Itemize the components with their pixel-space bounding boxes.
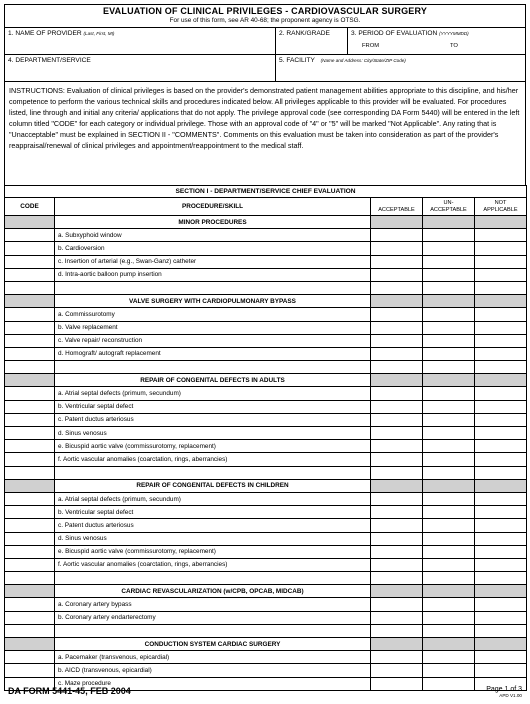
acceptable-cell[interactable] bbox=[371, 453, 423, 466]
procedure-name: c. Valve repair/ reconstruction bbox=[55, 334, 371, 347]
procedure-row bbox=[5, 427, 527, 440]
acceptable-column-header: ACCEPTABLE bbox=[371, 198, 423, 216]
unacceptable-cell[interactable] bbox=[423, 334, 475, 347]
procedure-name: c. Maze procedure bbox=[55, 677, 371, 690]
not-applicable-cell[interactable] bbox=[475, 664, 527, 677]
form-title: EVALUATION OF CLINICAL PRIVILEGES - CARDIOVASCULAR SURGERY bbox=[102, 6, 428, 16]
unacceptable-cell[interactable] bbox=[423, 400, 475, 413]
procedure-blank bbox=[55, 466, 371, 479]
page-number bbox=[486, 686, 522, 698]
procedure-name: e. Bicuspid aortic valve (commissurotomy, replacement) bbox=[55, 545, 371, 558]
acceptable-cell[interactable] bbox=[371, 387, 423, 400]
provider-name-label: 1. NAME OF PROVIDER bbox=[8, 30, 82, 37]
acceptable-cell[interactable] bbox=[371, 308, 423, 321]
unacceptable-cell[interactable] bbox=[423, 651, 475, 664]
acceptable-cell[interactable] bbox=[371, 295, 423, 308]
not-applicable-cell[interactable] bbox=[475, 400, 527, 413]
rank-grade-label: 2. RANK/GRADE bbox=[279, 30, 330, 37]
category-header-row bbox=[5, 295, 527, 308]
not-applicable-column-header bbox=[475, 198, 527, 216]
procedure-name: e. Bicuspid aortic valve (commissurotomy, replacement) bbox=[55, 440, 371, 453]
procedure-row bbox=[5, 506, 527, 519]
blank-row bbox=[5, 466, 527, 479]
unacceptable-cell[interactable] bbox=[423, 479, 475, 492]
procedure-name: b. Cardioversion bbox=[55, 242, 371, 255]
acceptable-cell[interactable] bbox=[371, 664, 423, 677]
acceptable-cell[interactable] bbox=[371, 585, 423, 598]
code-cell[interactable] bbox=[5, 453, 55, 466]
code-cell[interactable] bbox=[5, 268, 55, 281]
code-cell[interactable] bbox=[5, 440, 55, 453]
not-applicable-cell[interactable] bbox=[475, 440, 527, 453]
evaluation-period-hint: (YYYYMMDD) bbox=[439, 31, 469, 36]
code-cell[interactable] bbox=[5, 598, 55, 611]
provider-name-field[interactable] bbox=[5, 28, 276, 54]
acceptable-cell[interactable] bbox=[371, 479, 423, 492]
unacceptable-cell[interactable] bbox=[423, 506, 475, 519]
evaluation-period-label: 3. PERIOD OF EVALUATION bbox=[351, 30, 438, 37]
unacceptable-cell[interactable] bbox=[423, 361, 475, 374]
not-applicable-cell[interactable] bbox=[475, 427, 527, 440]
evaluation-table bbox=[4, 185, 527, 691]
category-code-cell[interactable] bbox=[5, 479, 55, 492]
acceptable-cell[interactable] bbox=[371, 255, 423, 268]
acceptable-cell[interactable] bbox=[371, 624, 423, 637]
unacceptable-cell[interactable] bbox=[423, 440, 475, 453]
code-cell[interactable] bbox=[5, 492, 55, 505]
acceptable-cell[interactable] bbox=[371, 413, 423, 426]
procedure-name: d. Homograft/ autograft replacement bbox=[55, 347, 371, 360]
procedure-name: a. Commissurotomy bbox=[55, 308, 371, 321]
not-applicable-header-line2: APPLICABLE bbox=[483, 206, 518, 213]
unacceptable-cell[interactable] bbox=[423, 347, 475, 360]
procedure-row bbox=[5, 400, 527, 413]
blank-row bbox=[5, 624, 527, 637]
code-column-header: CODE bbox=[5, 198, 55, 216]
category-header-row bbox=[5, 479, 527, 492]
acceptable-cell[interactable] bbox=[371, 334, 423, 347]
department-field[interactable] bbox=[5, 55, 276, 81]
category-title: MINOR PROCEDURES bbox=[55, 216, 371, 229]
code-cell[interactable] bbox=[5, 545, 55, 558]
procedure-row bbox=[5, 453, 527, 466]
code-cell[interactable] bbox=[5, 664, 55, 677]
code-cell[interactable] bbox=[5, 321, 55, 334]
unacceptable-cell[interactable] bbox=[423, 281, 475, 294]
acceptable-cell[interactable] bbox=[371, 347, 423, 360]
provider-name-hint: (Last, First, MI) bbox=[83, 31, 115, 36]
form-subtitle: For use of this form, see AR 40-68; the proponent agency is OTSG. bbox=[169, 17, 361, 24]
procedure-row bbox=[5, 321, 527, 334]
unacceptable-cell[interactable] bbox=[423, 519, 475, 532]
code-cell[interactable] bbox=[5, 308, 55, 321]
procedure-name: c. Insertion of arterial (e.g., Swan-Ganz) catheter bbox=[55, 255, 371, 268]
acceptable-cell[interactable] bbox=[371, 321, 423, 334]
procedure-blank bbox=[55, 281, 371, 294]
acceptable-cell[interactable] bbox=[371, 440, 423, 453]
blank-row bbox=[5, 572, 527, 585]
unacceptable-cell[interactable] bbox=[423, 321, 475, 334]
procedure-name: c. Patent ductus arteriosus bbox=[55, 413, 371, 426]
not-applicable-cell[interactable] bbox=[475, 492, 527, 505]
not-applicable-cell[interactable] bbox=[475, 216, 527, 229]
not-applicable-cell[interactable] bbox=[475, 361, 527, 374]
code-cell[interactable] bbox=[5, 506, 55, 519]
unacceptable-cell[interactable] bbox=[423, 572, 475, 585]
acceptable-cell[interactable] bbox=[371, 506, 423, 519]
form-page bbox=[4, 4, 526, 691]
code-cell[interactable] bbox=[5, 387, 55, 400]
category-title: CARDIAC REVASCULARIZATION (w/CPB, OPCAB, MIDCAB) bbox=[55, 585, 371, 598]
procedure-name: b. Coronary artery endarterectomy bbox=[55, 611, 371, 624]
procedure-row bbox=[5, 558, 527, 571]
acceptable-cell[interactable] bbox=[371, 545, 423, 558]
acceptable-cell[interactable] bbox=[371, 427, 423, 440]
form-id: DA FORM 5441-45, FEB 2004 bbox=[8, 686, 131, 696]
unacceptable-cell[interactable] bbox=[423, 308, 475, 321]
not-applicable-cell[interactable] bbox=[475, 624, 527, 637]
not-applicable-cell[interactable] bbox=[475, 506, 527, 519]
not-applicable-cell[interactable] bbox=[475, 242, 527, 255]
procedure-row bbox=[5, 651, 527, 664]
section-title-row bbox=[5, 186, 527, 198]
procedure-blank bbox=[55, 624, 371, 637]
acceptable-cell[interactable] bbox=[371, 361, 423, 374]
procedure-row bbox=[5, 532, 527, 545]
category-code-cell[interactable] bbox=[5, 638, 55, 651]
unacceptable-cell[interactable] bbox=[423, 242, 475, 255]
category-code-cell[interactable] bbox=[5, 295, 55, 308]
procedure-name: a. Pacemaker (transvenous, epicardial) bbox=[55, 651, 371, 664]
not-applicable-header-line1: NOT bbox=[494, 200, 507, 206]
procedure-row bbox=[5, 492, 527, 505]
not-applicable-cell[interactable] bbox=[475, 281, 527, 294]
unacceptable-cell[interactable] bbox=[423, 492, 475, 505]
acceptable-cell[interactable] bbox=[371, 281, 423, 294]
facility-label: 5. FACILITY bbox=[279, 57, 315, 64]
unacceptable-cell[interactable] bbox=[423, 638, 475, 651]
form-footer bbox=[4, 686, 526, 704]
unacceptable-cell[interactable] bbox=[423, 427, 475, 440]
procedure-row bbox=[5, 413, 527, 426]
not-applicable-cell[interactable] bbox=[475, 229, 527, 242]
code-cell[interactable] bbox=[5, 651, 55, 664]
facility-field[interactable] bbox=[276, 55, 525, 81]
procedure-row bbox=[5, 519, 527, 532]
unacceptable-header-line1: UN- bbox=[443, 200, 454, 206]
procedure-name: b. Valve replacement bbox=[55, 321, 371, 334]
code-cell[interactable] bbox=[5, 334, 55, 347]
code-cell[interactable] bbox=[5, 413, 55, 426]
procedure-row bbox=[5, 347, 527, 360]
department-label: 4. DEPARTMENT/SERVICE bbox=[8, 57, 91, 64]
code-cell[interactable] bbox=[5, 572, 55, 585]
category-header-row bbox=[5, 216, 527, 229]
not-applicable-cell[interactable] bbox=[475, 466, 527, 479]
code-cell[interactable] bbox=[5, 466, 55, 479]
department-facility-row bbox=[4, 54, 526, 81]
not-applicable-cell[interactable] bbox=[475, 558, 527, 571]
instructions-text: INSTRUCTIONS: Evaluation of clinical privileges is based on the provider's demonstrated patient management abilities appropriate to this discipline, and his/her competence to perform the various technical skills and procedures indicated below. All privileges applicable to this provider will be evaluated. For procedures listed, line through and initial any criteria/ applications that do not apply. The privilege approval code (see corresponding DA Form 5440) will be entered in the left column titled "CODE" for each category or individual privilege. Those with an approval code of "4" or "5" will be marked "Not Applicable". Any rating that is "Unacceptable" must be explained in SECTION II - "COMMENTS". Comments on this evaluation must be taken into consideration as part of the provider's reappraisal/renewal of clinical privileges and appointment/reappointment to the medical staff. bbox=[4, 81, 526, 177]
not-applicable-cell[interactable] bbox=[475, 295, 527, 308]
category-code-cell[interactable] bbox=[5, 374, 55, 387]
code-cell[interactable] bbox=[5, 519, 55, 532]
not-applicable-cell[interactable] bbox=[475, 347, 527, 360]
procedure-name: d. Sinus venosus bbox=[55, 532, 371, 545]
unacceptable-cell[interactable] bbox=[423, 532, 475, 545]
form-header bbox=[4, 4, 526, 27]
not-applicable-cell[interactable] bbox=[475, 545, 527, 558]
apd-version: APD V1.00 bbox=[499, 693, 522, 698]
code-cell[interactable] bbox=[5, 242, 55, 255]
unacceptable-cell[interactable] bbox=[423, 295, 475, 308]
period-from-label: FROM bbox=[362, 43, 380, 49]
procedure-row bbox=[5, 268, 527, 281]
blank-row bbox=[5, 361, 527, 374]
unacceptable-cell[interactable] bbox=[423, 545, 475, 558]
procedure-row bbox=[5, 229, 527, 242]
procedure-column-header: PROCEDURE/SKILL bbox=[55, 198, 371, 216]
procedure-name: d. Intra-aortic balloon pump insertion bbox=[55, 268, 371, 281]
acceptable-cell[interactable] bbox=[371, 651, 423, 664]
unacceptable-header-line2: ACCEPTABLE bbox=[430, 206, 467, 213]
acceptable-cell[interactable] bbox=[371, 466, 423, 479]
unacceptable-cell[interactable] bbox=[423, 374, 475, 387]
unacceptable-cell[interactable] bbox=[423, 558, 475, 571]
category-header-row bbox=[5, 374, 527, 387]
procedure-row bbox=[5, 334, 527, 347]
procedure-name: a. Subxyphoid window bbox=[55, 229, 371, 242]
code-cell[interactable] bbox=[5, 427, 55, 440]
unacceptable-cell[interactable] bbox=[423, 216, 475, 229]
unacceptable-cell[interactable] bbox=[423, 611, 475, 624]
procedure-row bbox=[5, 308, 527, 321]
procedure-name: d. Sinus venosus bbox=[55, 427, 371, 440]
procedure-name: a. Coronary artery bypass bbox=[55, 598, 371, 611]
acceptable-cell[interactable] bbox=[371, 374, 423, 387]
unacceptable-cell[interactable] bbox=[423, 255, 475, 268]
acceptable-cell[interactable] bbox=[371, 400, 423, 413]
category-code-cell[interactable] bbox=[5, 216, 55, 229]
code-cell[interactable] bbox=[5, 532, 55, 545]
category-title: REPAIR OF CONGENITAL DEFECTS IN ADULTS bbox=[55, 374, 371, 387]
page-number-text: Page 1 of 3 bbox=[486, 686, 522, 693]
not-applicable-cell[interactable] bbox=[475, 651, 527, 664]
code-cell[interactable] bbox=[5, 624, 55, 637]
acceptable-cell[interactable] bbox=[371, 638, 423, 651]
procedure-name: b. AICD (transvenous, epicardial) bbox=[55, 664, 371, 677]
unacceptable-column-header bbox=[423, 198, 475, 216]
category-title: REPAIR OF CONGENITAL DEFECTS IN CHILDREN bbox=[55, 479, 371, 492]
acceptable-cell[interactable] bbox=[371, 492, 423, 505]
code-cell[interactable] bbox=[5, 281, 55, 294]
acceptable-cell[interactable] bbox=[371, 558, 423, 571]
code-cell[interactable] bbox=[5, 347, 55, 360]
procedure-name: c. Patent ductus arteriosus bbox=[55, 519, 371, 532]
procedure-row bbox=[5, 242, 527, 255]
unacceptable-cell[interactable] bbox=[423, 624, 475, 637]
procedure-row bbox=[5, 387, 527, 400]
code-cell[interactable] bbox=[5, 361, 55, 374]
not-applicable-cell[interactable] bbox=[475, 611, 527, 624]
not-applicable-cell[interactable] bbox=[475, 479, 527, 492]
not-applicable-cell[interactable] bbox=[475, 334, 527, 347]
procedure-row bbox=[5, 598, 527, 611]
procedure-blank bbox=[55, 361, 371, 374]
code-cell[interactable] bbox=[5, 611, 55, 624]
procedure-name: f. Aortic vascular anomalies (coarctation, rings, aberrancies) bbox=[55, 453, 371, 466]
procedure-name: a. Atrial septal defects (primum, secundum) bbox=[55, 492, 371, 505]
procedure-row bbox=[5, 545, 527, 558]
not-applicable-cell[interactable] bbox=[475, 387, 527, 400]
procedure-name: b. Ventricular septal defect bbox=[55, 400, 371, 413]
acceptable-cell[interactable] bbox=[371, 572, 423, 585]
procedure-blank bbox=[55, 572, 371, 585]
evaluation-period-field[interactable] bbox=[348, 28, 525, 54]
identification-row bbox=[4, 27, 526, 54]
acceptable-cell[interactable] bbox=[371, 598, 423, 611]
category-header-row bbox=[5, 585, 527, 598]
acceptable-cell[interactable] bbox=[371, 519, 423, 532]
section-title: SECTION I - DEPARTMENT/SERVICE CHIEF EVALUATION bbox=[5, 186, 527, 198]
category-code-cell[interactable] bbox=[5, 585, 55, 598]
not-applicable-cell[interactable] bbox=[475, 413, 527, 426]
not-applicable-cell[interactable] bbox=[475, 638, 527, 651]
facility-hint: (Name and Address: City/State/ZIP Code) bbox=[320, 58, 406, 63]
code-cell[interactable] bbox=[5, 255, 55, 268]
period-to-label: TO bbox=[450, 43, 458, 49]
procedure-row bbox=[5, 440, 527, 453]
unacceptable-cell[interactable] bbox=[423, 229, 475, 242]
acceptable-cell[interactable] bbox=[371, 611, 423, 624]
category-header-row bbox=[5, 638, 527, 651]
acceptable-cell[interactable] bbox=[371, 532, 423, 545]
category-title: CONDUCTION SYSTEM CARDIAC SURGERY bbox=[55, 638, 371, 651]
procedure-name: f. Aortic vascular anomalies (coarctation, rings, aberrancies) bbox=[55, 558, 371, 571]
unacceptable-cell[interactable] bbox=[423, 413, 475, 426]
not-applicable-cell[interactable] bbox=[475, 308, 527, 321]
acceptable-cell[interactable] bbox=[371, 216, 423, 229]
not-applicable-cell[interactable] bbox=[475, 572, 527, 585]
unacceptable-cell[interactable] bbox=[423, 664, 475, 677]
spacer bbox=[4, 177, 526, 185]
not-applicable-cell[interactable] bbox=[475, 268, 527, 281]
not-applicable-cell[interactable] bbox=[475, 321, 527, 334]
acceptable-cell[interactable] bbox=[371, 242, 423, 255]
acceptable-cell[interactable] bbox=[371, 229, 423, 242]
blank-row bbox=[5, 281, 527, 294]
not-applicable-cell[interactable] bbox=[475, 519, 527, 532]
code-cell[interactable] bbox=[5, 558, 55, 571]
category-title: VALVE SURGERY WITH CARDIOPULMONARY BYPASS bbox=[55, 295, 371, 308]
not-applicable-cell[interactable] bbox=[475, 585, 527, 598]
column-header-row bbox=[5, 198, 527, 216]
procedure-row bbox=[5, 255, 527, 268]
not-applicable-cell[interactable] bbox=[475, 374, 527, 387]
unacceptable-cell[interactable] bbox=[423, 268, 475, 281]
acceptable-cell[interactable] bbox=[371, 268, 423, 281]
unacceptable-cell[interactable] bbox=[423, 585, 475, 598]
procedure-row bbox=[5, 611, 527, 624]
rank-grade-field[interactable] bbox=[276, 28, 348, 54]
unacceptable-cell[interactable] bbox=[423, 453, 475, 466]
not-applicable-cell[interactable] bbox=[475, 598, 527, 611]
procedure-name: a. Atrial septal defects (primum, secundum) bbox=[55, 387, 371, 400]
not-applicable-cell[interactable] bbox=[475, 532, 527, 545]
not-applicable-cell[interactable] bbox=[475, 453, 527, 466]
unacceptable-cell[interactable] bbox=[423, 598, 475, 611]
procedure-name: b. Ventricular septal defect bbox=[55, 506, 371, 519]
code-cell[interactable] bbox=[5, 229, 55, 242]
unacceptable-cell[interactable] bbox=[423, 387, 475, 400]
unacceptable-cell[interactable] bbox=[423, 466, 475, 479]
not-applicable-cell[interactable] bbox=[475, 255, 527, 268]
code-cell[interactable] bbox=[5, 400, 55, 413]
procedure-row bbox=[5, 664, 527, 677]
